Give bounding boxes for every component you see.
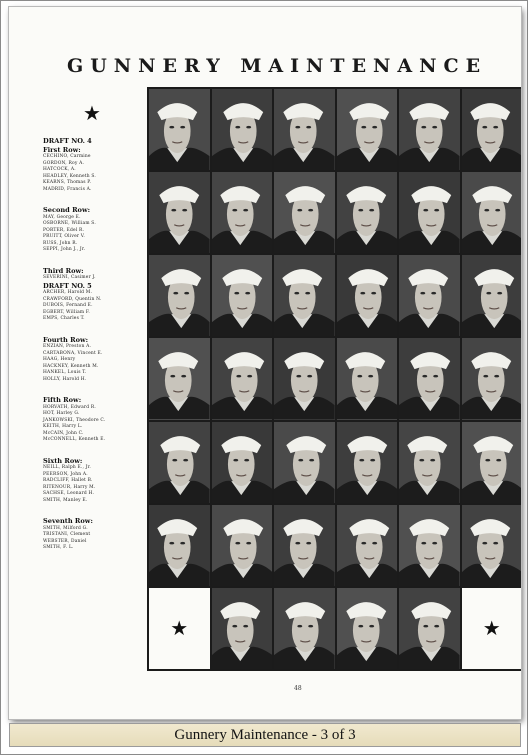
section-heading: DRAFT NO. 4 bbox=[43, 137, 92, 145]
roster-name: SACHSE, Leonard H. bbox=[43, 491, 95, 496]
portrait-silhouette bbox=[337, 338, 398, 419]
portrait-silhouette bbox=[399, 588, 460, 669]
roster-name: McCONNELL, Kenneth E. bbox=[43, 437, 106, 442]
portrait-silhouette bbox=[274, 172, 335, 253]
sailor-portrait bbox=[399, 89, 460, 170]
star-icon: ★ bbox=[170, 616, 189, 641]
portrait-silhouette bbox=[462, 172, 522, 253]
roster-name: HEADLEY, Kenneth S. bbox=[43, 173, 97, 179]
sailor-portrait bbox=[462, 338, 522, 419]
sailor-portrait bbox=[212, 338, 273, 419]
portrait-silhouette bbox=[149, 505, 210, 586]
roster-name: RUSS, John R. bbox=[43, 240, 78, 246]
portrait-silhouette bbox=[399, 255, 460, 336]
sailor-portrait bbox=[212, 255, 273, 336]
yearbook-page-scan bbox=[9, 7, 521, 719]
roster-name: WEBSTER, Daniel bbox=[43, 538, 87, 544]
section-gap bbox=[43, 323, 149, 336]
roster-name: TRISTANI, Clement bbox=[43, 532, 91, 537]
portrait-silhouette bbox=[399, 172, 460, 253]
roster-name: PRUITT, Oliver V. bbox=[43, 234, 85, 239]
sailor-portrait bbox=[149, 505, 210, 586]
sailor-portrait bbox=[337, 89, 398, 170]
portrait-silhouette bbox=[149, 89, 210, 170]
portrait-silhouette bbox=[399, 422, 460, 503]
portrait-silhouette bbox=[399, 505, 460, 586]
roster-name: NEILL, Ralph E., Jr. bbox=[43, 465, 92, 470]
roster-name: HACKNEY, Kenneth M. bbox=[43, 363, 99, 369]
sailor-portrait bbox=[274, 255, 335, 336]
roster-name: RADCLIFF, Hallet B. bbox=[43, 478, 93, 483]
sailor-portrait bbox=[462, 505, 522, 586]
sailor-portrait bbox=[212, 422, 273, 503]
portrait-silhouette bbox=[212, 338, 273, 419]
portrait-silhouette bbox=[399, 338, 460, 419]
roster-name: EGBERT, William F. bbox=[43, 309, 91, 315]
section-heading: Third Row: bbox=[43, 266, 84, 275]
section-gap bbox=[43, 254, 149, 267]
portrait-silhouette bbox=[462, 255, 522, 336]
page-title: GUNNERY MAINTENANCE bbox=[67, 55, 488, 77]
sailor-portrait bbox=[149, 338, 210, 419]
sailor-portrait bbox=[149, 422, 210, 503]
roster-name: RITENOUR, Harry M. bbox=[43, 484, 96, 490]
portrait-silhouette bbox=[149, 338, 210, 419]
sailor-portrait bbox=[462, 255, 522, 336]
portrait-silhouette bbox=[212, 172, 273, 253]
roster-name: McCAIN, John C. bbox=[43, 430, 84, 436]
sailor-portrait bbox=[149, 172, 210, 253]
portrait-silhouette bbox=[212, 505, 273, 586]
portrait-grid bbox=[147, 87, 521, 671]
sailor-portrait bbox=[274, 505, 335, 586]
roster-name: KEARNS, Thomas P. bbox=[43, 180, 92, 185]
section-gap bbox=[43, 444, 149, 457]
section-gap bbox=[43, 193, 149, 206]
section-heading: DRAFT NO. 5 bbox=[43, 281, 92, 290]
sailor-portrait bbox=[399, 172, 460, 253]
roster-name: GORDON, Roy A. bbox=[43, 160, 85, 166]
portrait-silhouette bbox=[149, 422, 210, 503]
sailor-portrait bbox=[399, 255, 460, 336]
roster-list bbox=[43, 137, 149, 552]
portrait-silhouette bbox=[149, 255, 210, 336]
caption-bar bbox=[9, 723, 521, 747]
sailor-portrait bbox=[337, 338, 398, 419]
portrait-silhouette bbox=[462, 89, 522, 170]
roster-name: SMITH, Manley E. bbox=[43, 497, 88, 503]
portrait-silhouette bbox=[337, 588, 398, 669]
roster-name: CECHINO, Carmine bbox=[43, 154, 91, 159]
sailor-portrait bbox=[274, 89, 335, 170]
sailor-portrait bbox=[462, 422, 522, 503]
star-cell bbox=[149, 588, 210, 669]
section-heading: Fifth Row: bbox=[43, 396, 82, 404]
portrait-silhouette bbox=[337, 255, 398, 336]
roster-name: SEVERINI, Casimer J. bbox=[43, 275, 96, 280]
sailor-portrait bbox=[399, 505, 460, 586]
roster-name: ENZIAN, Preston A. bbox=[43, 344, 92, 349]
roster-name: HAAG, Henry bbox=[43, 357, 76, 362]
sailor-portrait bbox=[212, 505, 273, 586]
portrait-silhouette bbox=[462, 505, 522, 586]
sailor-portrait bbox=[212, 172, 273, 253]
sailor-portrait bbox=[274, 338, 335, 419]
portrait-silhouette bbox=[399, 89, 460, 170]
sailor-portrait bbox=[337, 172, 398, 253]
roster-name: HATCOCK, A. bbox=[43, 167, 76, 172]
portrait-silhouette bbox=[462, 338, 522, 419]
sailor-portrait bbox=[212, 89, 273, 170]
portrait-silhouette bbox=[212, 422, 273, 503]
roster-name: DUBOIS, Fernand E. bbox=[43, 303, 93, 308]
page-number: 48 bbox=[294, 685, 302, 692]
roster-name: PEERSON, John A. bbox=[43, 471, 88, 477]
section-gap bbox=[43, 383, 149, 396]
sailor-portrait bbox=[337, 588, 398, 669]
portrait-silhouette bbox=[212, 588, 273, 669]
roster-name: CRAWFORD, Quentin N. bbox=[43, 296, 102, 302]
section-heading: Second Row: bbox=[43, 206, 91, 214]
roster-name: PORTER, Edel R. bbox=[43, 227, 85, 233]
roster-name: ARCHER, Harold M. bbox=[43, 290, 93, 295]
sailor-portrait bbox=[212, 588, 273, 669]
sailor-portrait bbox=[399, 422, 460, 503]
sailor-portrait bbox=[149, 255, 210, 336]
sailor-portrait bbox=[337, 255, 398, 336]
portrait-silhouette bbox=[462, 422, 522, 503]
section-heading: Seventh Row: bbox=[43, 517, 93, 525]
roster-name: HORVATH, Edward R. bbox=[43, 404, 96, 410]
portrait-silhouette bbox=[149, 172, 210, 253]
portrait-silhouette bbox=[212, 255, 273, 336]
sailor-portrait bbox=[149, 89, 210, 170]
roster-name: MADRID, Francis A. bbox=[43, 186, 92, 192]
portrait-silhouette bbox=[337, 505, 398, 586]
sailor-portrait bbox=[337, 505, 398, 586]
portrait-silhouette bbox=[337, 89, 398, 170]
sailor-portrait bbox=[399, 338, 460, 419]
portrait-silhouette bbox=[274, 588, 335, 669]
star-icon: ★ bbox=[83, 101, 101, 125]
roster-name: OSBORNE, William S. bbox=[43, 221, 96, 226]
roster-name: SMITH, F. L. bbox=[43, 545, 74, 550]
portrait-silhouette bbox=[274, 255, 335, 336]
portrait-silhouette bbox=[337, 172, 398, 253]
roster-name: SEPPI, John J., Jr. bbox=[43, 247, 86, 252]
roster-name: EMPS, Charles T. bbox=[43, 316, 85, 321]
star-cell bbox=[462, 588, 522, 669]
roster-name: HOLLY, Harold H. bbox=[43, 376, 87, 382]
sailor-portrait bbox=[274, 172, 335, 253]
roster-name: HOT, Harley G. bbox=[43, 411, 80, 416]
sailor-portrait bbox=[274, 422, 335, 503]
sailor-portrait bbox=[399, 588, 460, 669]
section-heading: Fourth Row: bbox=[43, 335, 89, 344]
sailor-portrait bbox=[462, 172, 522, 253]
section-heading: First Row: bbox=[43, 145, 81, 154]
roster-name: JANKOWSKI, Theodore C. bbox=[43, 417, 106, 423]
portrait-silhouette bbox=[337, 422, 398, 503]
sailor-portrait bbox=[274, 588, 335, 669]
portrait-silhouette bbox=[274, 505, 335, 586]
name-roster bbox=[43, 103, 149, 552]
portrait-silhouette bbox=[212, 89, 273, 170]
roster-name: CARTABONA, Vincent E. bbox=[43, 350, 103, 356]
roster-name: HANKEL, Louis T. bbox=[43, 370, 87, 375]
sailor-portrait bbox=[337, 422, 398, 503]
portrait-silhouette bbox=[274, 422, 335, 503]
section-heading: Sixth Row: bbox=[43, 456, 83, 465]
roster-name: SMITH, Milford G. bbox=[43, 525, 88, 531]
sailor-portrait bbox=[462, 89, 522, 170]
caption-text: Gunnery Maintenance - 3 of 3 bbox=[174, 726, 356, 743]
roster-name: KEITH, Harry L. bbox=[43, 424, 83, 429]
section-gap bbox=[43, 504, 149, 517]
portrait-silhouette bbox=[274, 338, 335, 419]
roster-name: MAY, George E. bbox=[43, 214, 81, 220]
star-icon: ★ bbox=[482, 616, 501, 641]
portrait-silhouette bbox=[274, 89, 335, 170]
